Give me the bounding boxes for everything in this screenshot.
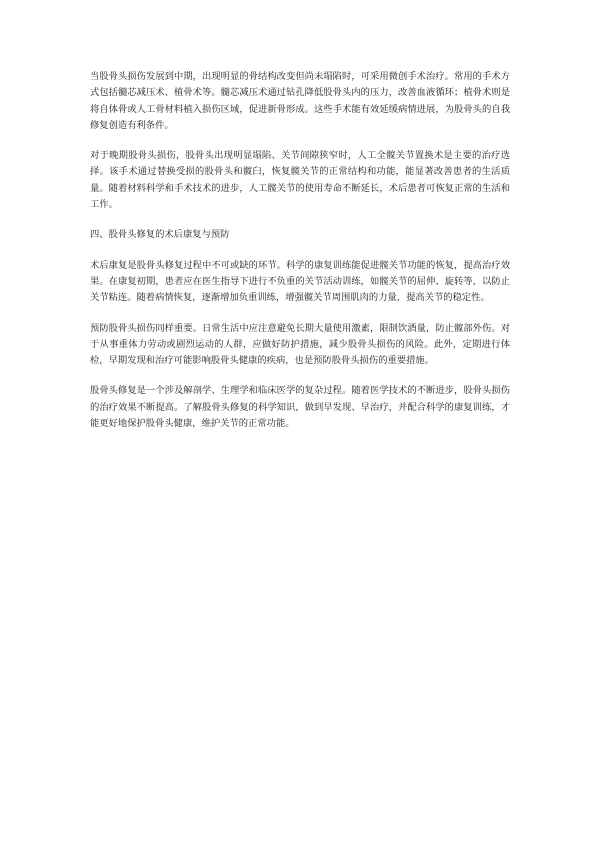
paragraph-late-stage-replacement: 对于晚期股骨头损伤，股骨头出现明显塌陷、关节间隙狭窄时，人工全髋关节置换术是主要的治疗选择。该手术通过替换受损的股骨头和髋臼，恢复髋关节的正常结构和功能，能显著改善患者的生活质量。随着材料科学和手术技术的进步，人工髋关节的使用寿命不断延长，术后患者可恢复正常的生活和工作。 (90, 150, 510, 211)
paragraph-conclusion: 股骨头修复是一个涉及解剖学、生理学和临床医学的复杂过程。随着医学技术的不断进步，股骨头损伤的治疗效果不断提高。了解股骨头修复的科学知识，做到早发现、早治疗，并配合科学的康复训练，才能更好地保护股骨头健康，维护关节的正常功能。 (90, 385, 510, 430)
section-heading-rehab-prevention: 四、股骨头修复的术后康复与预防 (90, 229, 230, 241)
paragraph-postoperative-rehab: 术后康复是股骨头修复过程中不可或缺的环节。科学的康复训练能促进髋关节功能的恢复，提高治疗效果。在康复初期，患者应在医生指导下进行不负重的关节活动训练，如髋关节的屈伸、旋转等，以防止关节粘连。随着病情恢复，逐渐增加负重训练，增强髋关节周围肌肉的力量，提高关节的稳定性。 (90, 259, 510, 304)
document-body (90, 69, 510, 446)
paragraph-mid-stage-surgery: 当股骨头损伤发展到中期，出现明显的骨结构改变但尚未塌陷时，可采用微创手术治疗。常用的手术方式包括髓芯减压术、植骨术等。髓芯减压术通过钻孔降低股骨头内的压力，改善血液循环；植骨术则是将自体骨或人工骨材料植入损伤区域，促进新骨形成。这些手术能有效延缓病情进展，为股骨头的自我修复创造有利条件。 (90, 71, 510, 131)
paragraph-prevention: 预防股骨头损伤同样重要。日常生活中应注意避免长期大量使用激素，限制饮酒量，防止髋部外伤。对于从事重体力劳动或剧烈运动的人群，应做好防护措施，减少股骨头损伤的风险。此外，定期进行体检，早期发现和治疗可能影响股骨头健康的疾病，也是预防股骨头损伤的重要措施。 (90, 322, 510, 367)
